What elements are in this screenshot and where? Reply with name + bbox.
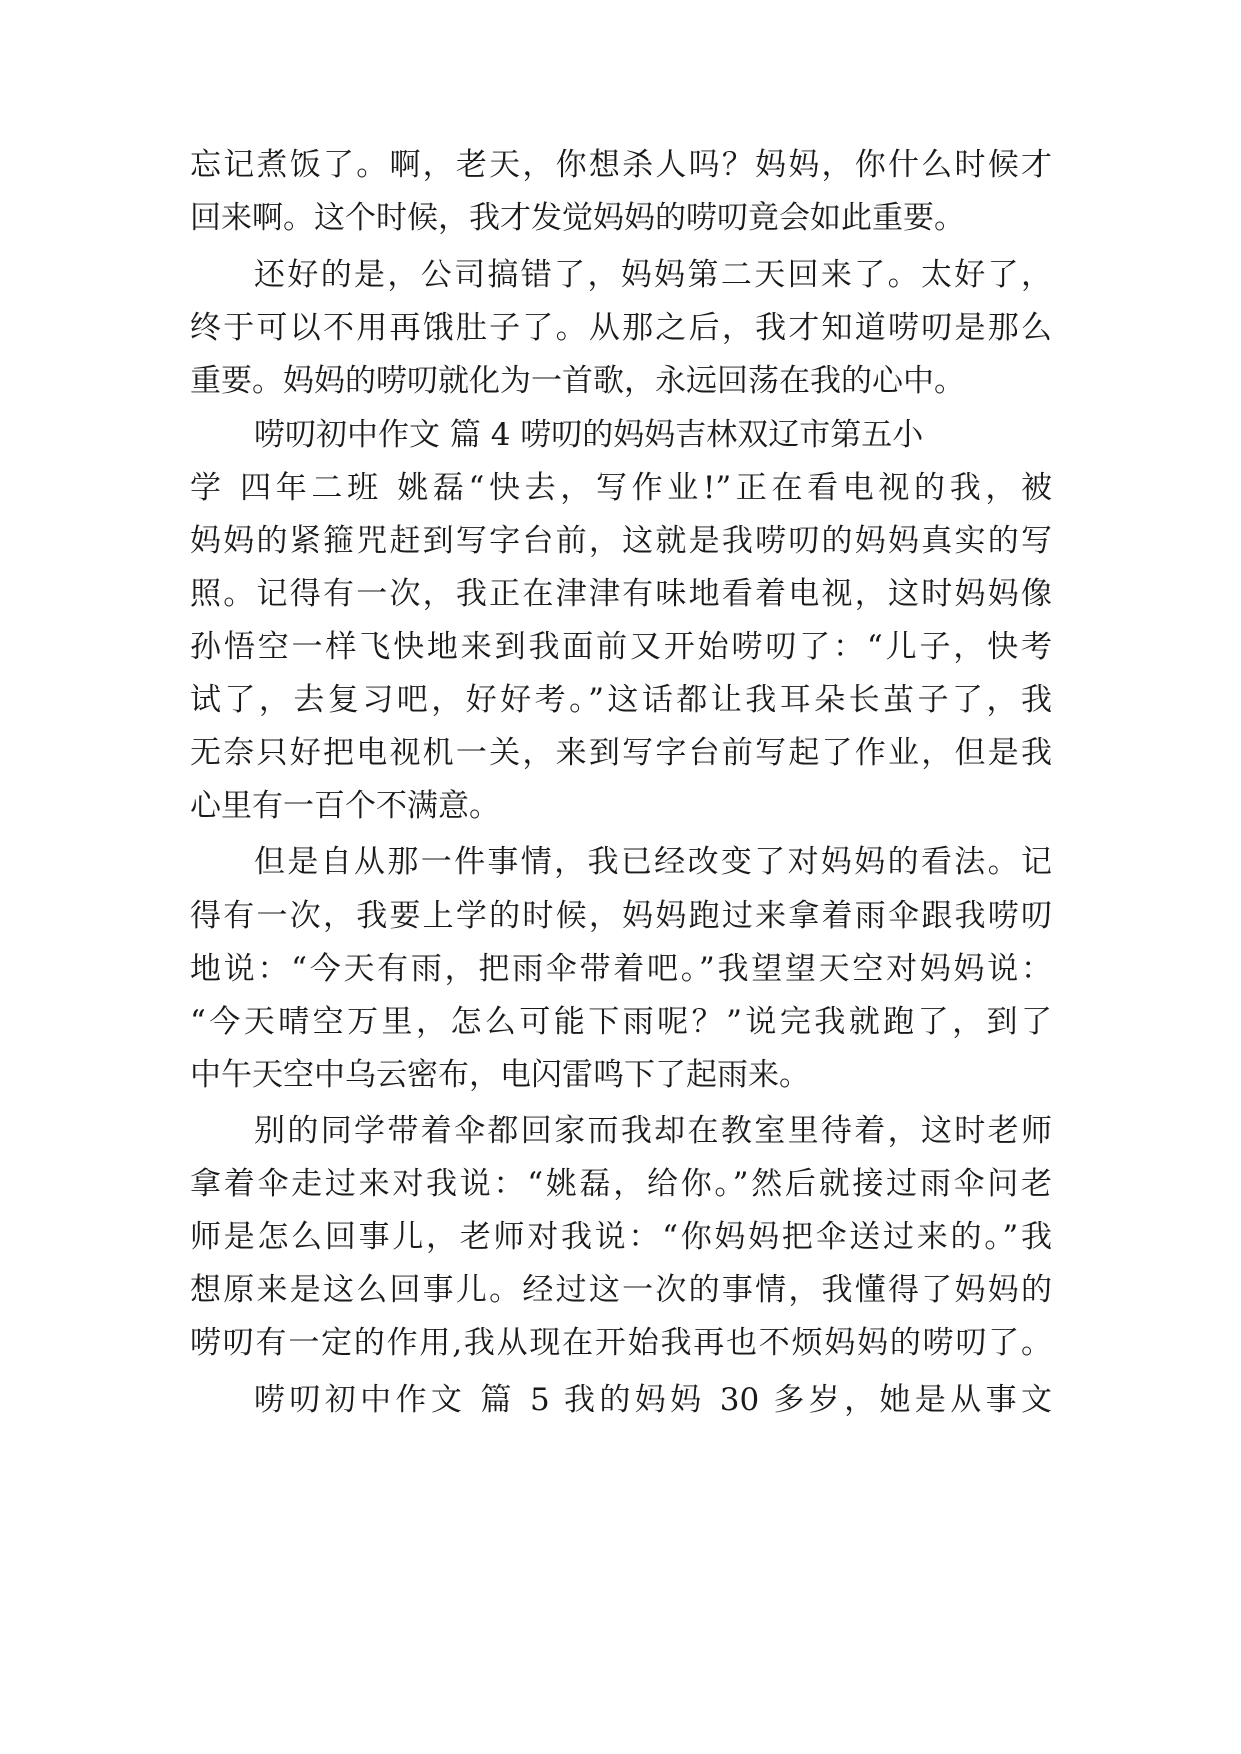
text-line: 唠叨有一定的作用,我从现在开始我再也不烦妈妈的唠叨了。 bbox=[190, 1325, 1052, 1361]
text-line: 中午天空中乌云密布，电闪雷鸣下了起雨来。 bbox=[190, 1057, 810, 1093]
text-line: 得有一次，我要上学的时候，妈妈跑过来拿着雨伞跟我唠叨 bbox=[190, 898, 1052, 934]
text-line: 无奈只好把电视机一关，来到写字台前写起了作业，但是我 bbox=[190, 735, 1052, 771]
text-line: 别的同学带着伞都回家而我却在教室里待着，这时老师 bbox=[254, 1113, 1052, 1149]
text-line: 试了，去复习吧，好好考。”这话都让我耳朵长茧子了，我 bbox=[190, 682, 1052, 718]
text-line: 终于可以不用再饿肚子了。从那之后，我才知道唠叨是那么 bbox=[190, 310, 1052, 346]
section-heading: 唠叨初中作文 篇 5 我的妈妈 30 多岁，她是从事文 bbox=[254, 1382, 1052, 1418]
text-line: 地说：“今天有雨，把雨伞带着吧。”我望望天空对妈妈说： bbox=[190, 951, 1052, 987]
text-line: 拿着伞走过来对我说：“姚磊，给你。”然后就接过雨伞问老 bbox=[190, 1166, 1052, 1202]
text-line: “今天晴空万里，怎么可能下雨呢？”说完我就跑了，到了 bbox=[190, 1004, 1052, 1040]
text-line: 重要。妈妈的唠叨就化为一首歌，永远回荡在我的心中。 bbox=[190, 363, 965, 399]
text-line: 想原来是这么回事儿。经过这一次的事情，我懂得了妈妈的 bbox=[190, 1272, 1052, 1308]
text-line: 忘记煮饭了。啊，老天，你想杀人吗？妈妈，你什么时候才 bbox=[190, 147, 1052, 183]
text-line: 回来啊。这个时候，我才发觉妈妈的唠叨竟会如此重要。 bbox=[190, 200, 965, 236]
text-line: 学 四年二班 姚磊“快去，写作业!”正在看电视的我，被 bbox=[190, 470, 1052, 506]
text-line: 孙悟空一样飞快地来到我面前又开始唠叨了：“儿子，快考 bbox=[190, 629, 1052, 665]
text-line: 照。记得有一次，我正在津津有味地看着电视，这时妈妈像 bbox=[190, 576, 1052, 612]
text-line: 但是自从那一件事情，我已经改变了对妈妈的看法。记 bbox=[254, 844, 1052, 880]
text-line: 师是怎么回事儿，老师对我说：“你妈妈把伞送过来的。”我 bbox=[190, 1219, 1052, 1255]
section-heading: 唠叨初中作文 篇 4 唠叨的妈妈吉林双辽市第五小 bbox=[254, 417, 924, 453]
text-line: 妈妈的紧箍咒赶到写字台前，这就是我唠叨的妈妈真实的写 bbox=[190, 523, 1052, 559]
text-line: 还好的是，公司搞错了，妈妈第二天回来了。太好了， bbox=[254, 257, 1052, 293]
text-line: 心里有一百个不满意。 bbox=[190, 788, 500, 824]
